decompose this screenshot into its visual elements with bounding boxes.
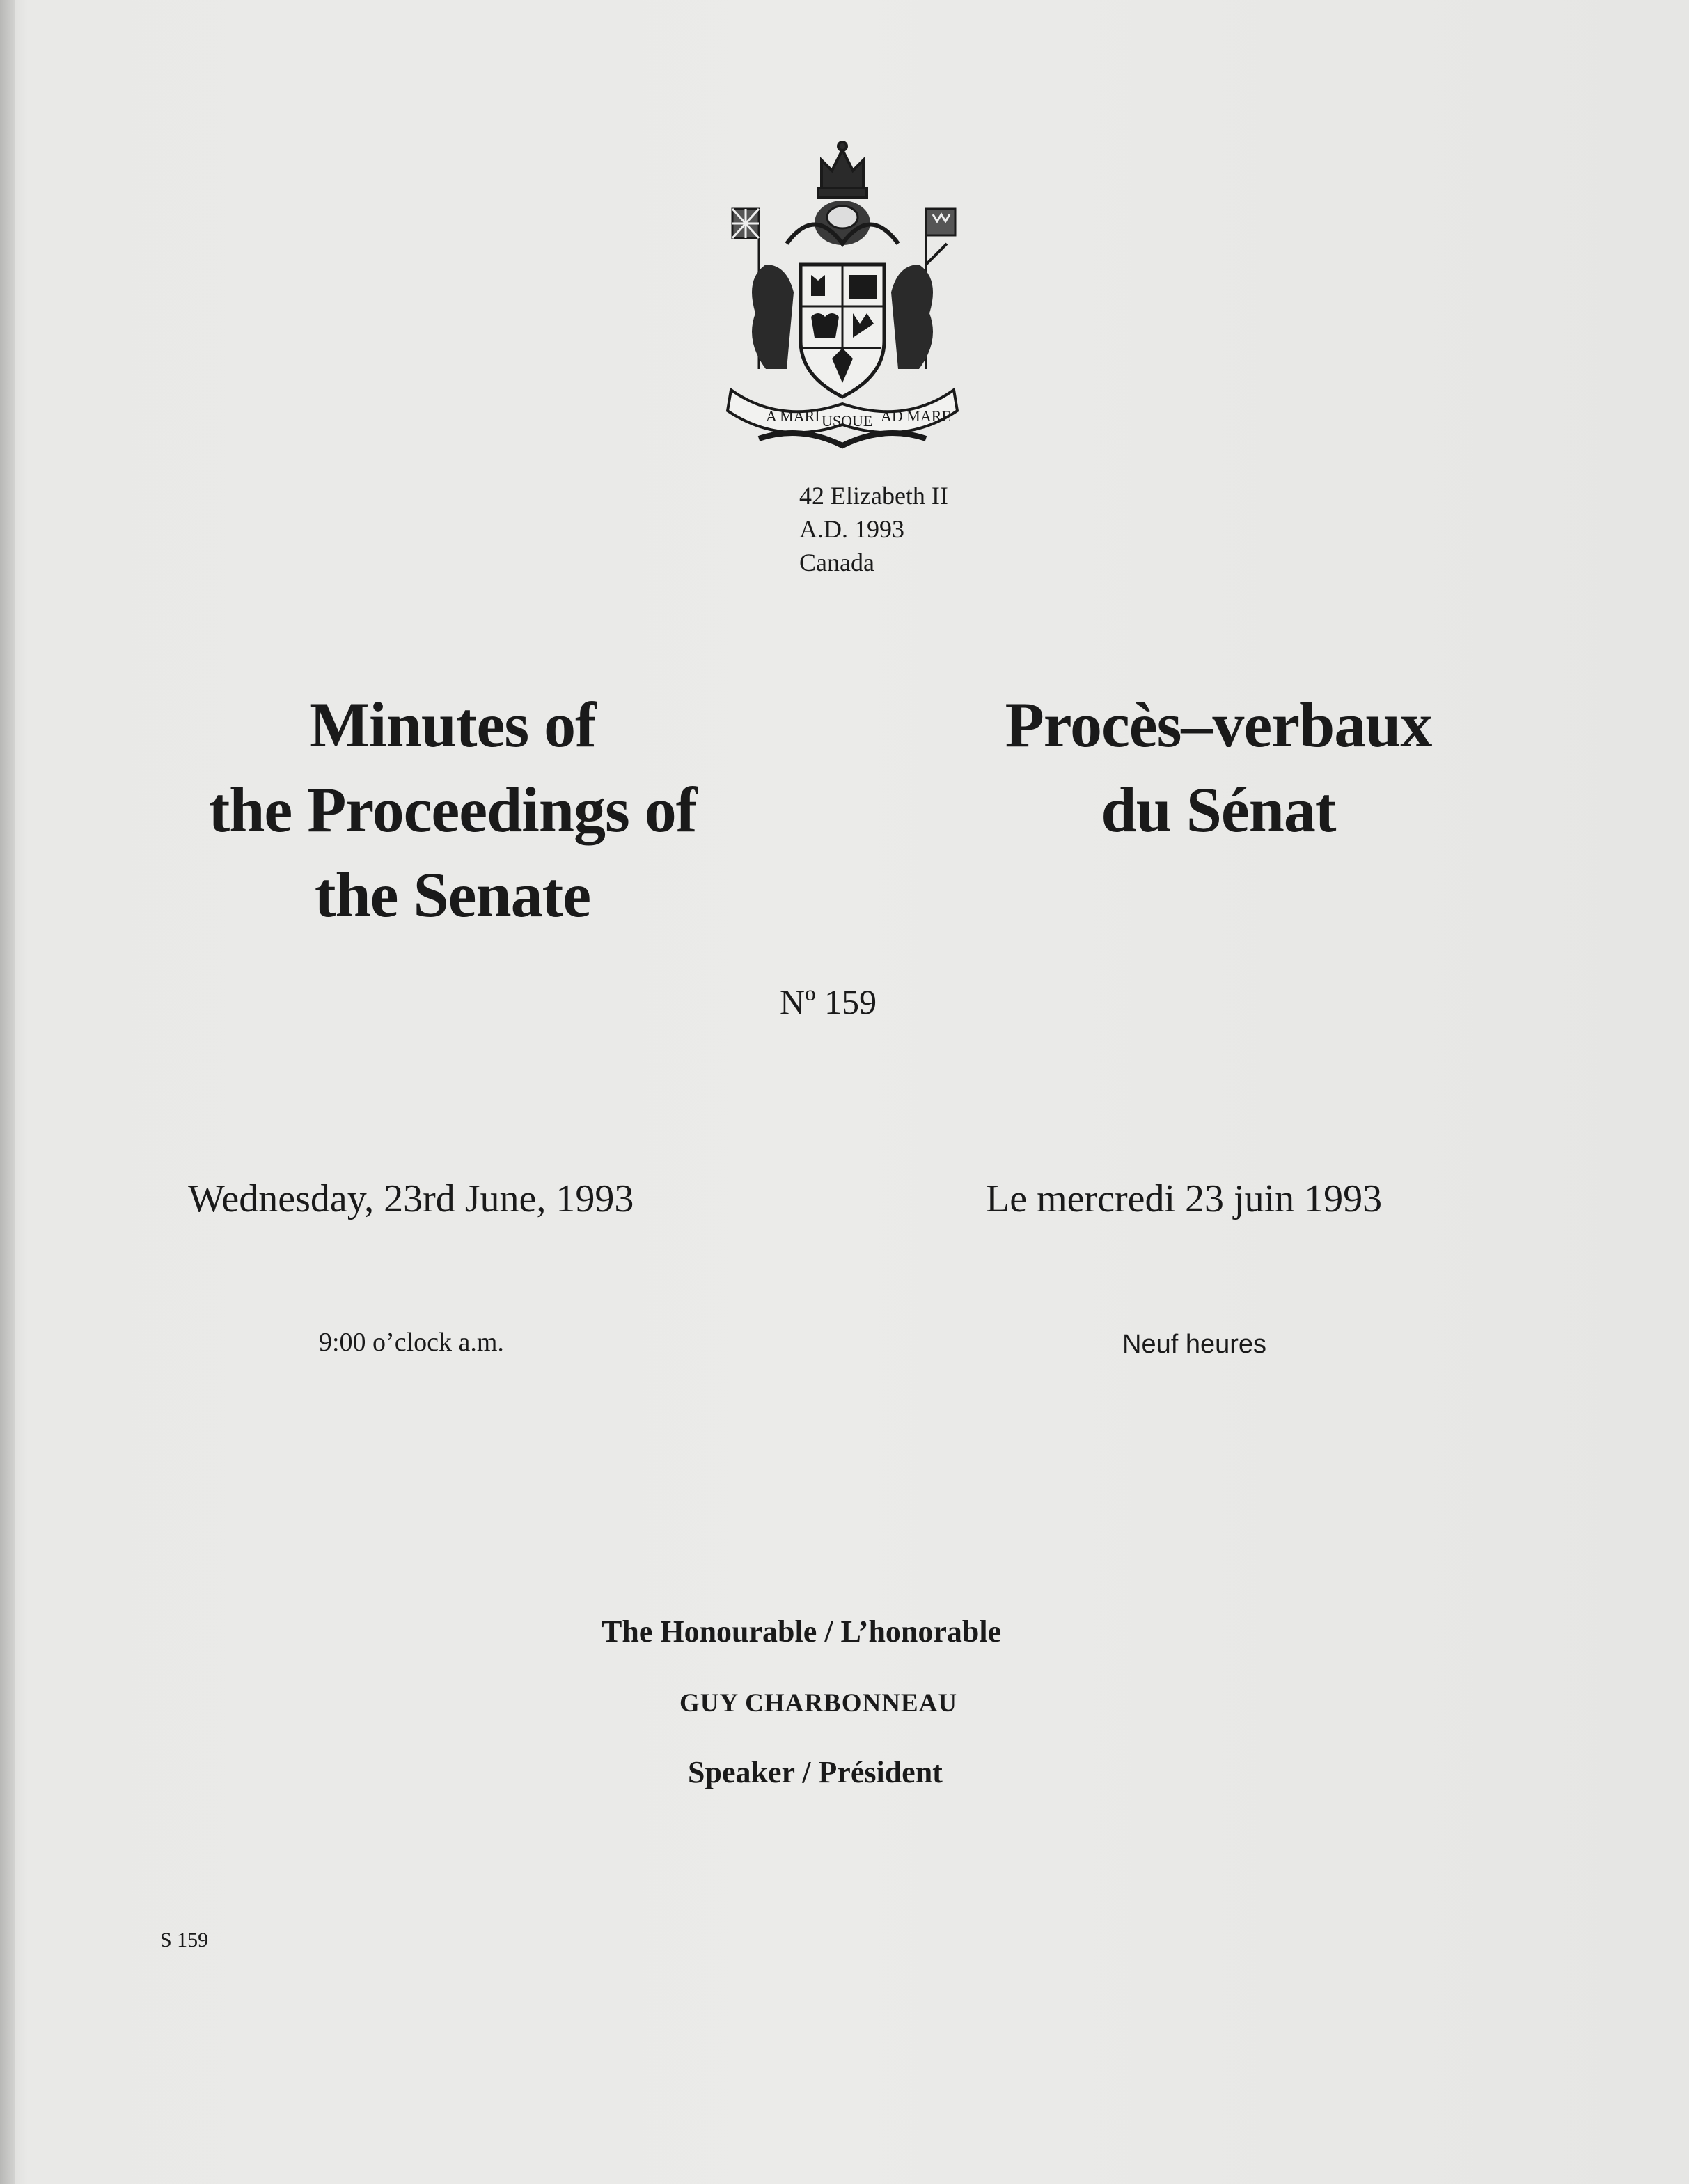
anno-domini: A.D. 1993 <box>799 515 904 543</box>
motto-left: A MARI <box>766 407 820 425</box>
honourable-line: The Honourable / L’honorable <box>602 1615 1002 1649</box>
french-title-line-2: du Sénat <box>1101 774 1336 845</box>
regnal-year-block <box>799 479 948 579</box>
french-date: Le mercredi 23 juin 1993 <box>986 1177 1383 1220</box>
french-title-line-1: Procès–verbaux <box>1005 689 1432 760</box>
french-time: Neuf heures <box>1122 1330 1267 1359</box>
english-title <box>139 682 766 937</box>
speaker-role: Speaker / Président <box>688 1755 943 1789</box>
regnal-year: 42 Elizabeth II <box>799 482 948 510</box>
english-title-line-3: the Senate <box>314 859 591 930</box>
country: Canada <box>799 549 874 576</box>
page-label: S 159 <box>160 1928 209 1951</box>
english-date: Wednesday, 23rd June, 1993 <box>188 1177 634 1220</box>
coat-of-arms-icon <box>717 139 968 453</box>
binding-edge <box>0 0 15 2184</box>
issue-number: Nº 159 <box>780 982 877 1021</box>
motto-right: AD MARE <box>881 407 951 425</box>
english-time: 9:00 o’clock a.m. <box>319 1328 504 1357</box>
speaker-name: GUY CHARBONNEAU <box>679 1689 958 1718</box>
french-title <box>919 682 1518 852</box>
english-title-line-2: the Proceedings of <box>208 774 697 845</box>
motto-middle: USQUE <box>822 412 873 430</box>
english-title-line-1: Minutes of <box>309 689 596 760</box>
